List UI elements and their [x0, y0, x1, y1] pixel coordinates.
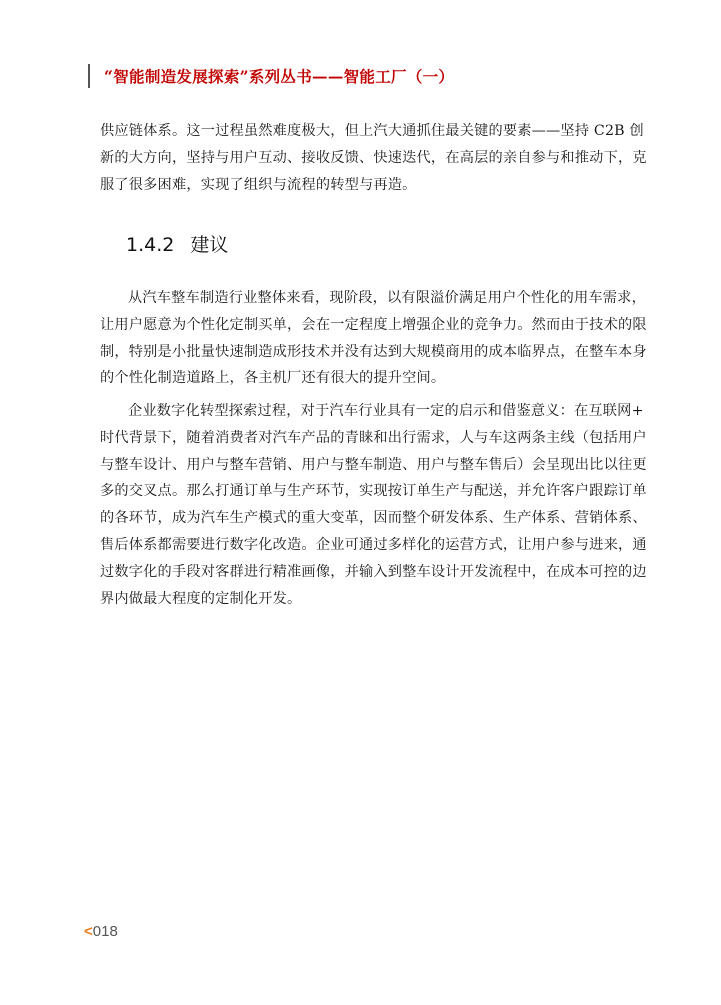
body-paragraph — [100, 285, 647, 392]
header-divider-bar — [88, 64, 90, 88]
body-paragraph — [100, 118, 647, 198]
page-number — [84, 923, 118, 940]
running-header — [88, 63, 454, 89]
text-line: 售后体系都需要进行数字化改造。企业可通过多样化的运营方式，让用户参与进来，通 — [100, 536, 647, 553]
section-heading — [126, 230, 228, 257]
text-line: 从汽车整车制造行业整体来看，现阶段，以有限溢价满足用户个性化的用车需求， — [128, 290, 646, 306]
text-line: 供应链体系。这一过程虽然难度极大，但上汽大通抓住最关键的要素——坚持 C2B 创 — [100, 123, 644, 139]
series-title: “智能制造发展探索”系列丛书——智能工厂（一） — [104, 67, 455, 86]
text-line: 时代背景下，随着消费者对汽车产品的青睐和出行需求，人与车这两条主线（包括用户 — [100, 429, 647, 446]
page-number-value: 018 — [92, 923, 118, 940]
text-line: 让用户愿意为个性化定制买单，会在一定程度上增强企业的竞争力。然而由于技术的限 — [100, 316, 647, 333]
paragraph-1 — [100, 285, 647, 392]
paragraph-continuation — [100, 118, 647, 198]
text-line: 多的交叉点。那么打通订单与生产环节，实现按订单生产与配送，并允许客户跟踪订单 — [100, 483, 647, 500]
text-line: 过数字化的手段对客群进行精准画像，并输入到整车设计开发流程中，在成本可控的边 — [100, 563, 647, 580]
chevron-left-icon: < — [84, 923, 93, 940]
text-line: 界内做最大程度的定制化开发。 — [100, 590, 302, 607]
text-line: 的个性化制造道路上，各主机厂还有很大的提升空间。 — [100, 370, 446, 387]
text-line: 服了很多困难，实现了组织与流程的转型与再造。 — [100, 176, 417, 193]
section-number: 1.4.2 — [126, 234, 175, 256]
text-line: 与整车设计、用户与整车营销、用户与整车制造、用户与整车售后）会呈现出比以往更 — [100, 456, 647, 473]
section-title: 建议 — [190, 234, 229, 256]
body-paragraph — [100, 398, 647, 612]
paragraph-2 — [100, 398, 647, 612]
text-line: 制，特别是小批量快速制造成形技术并没有达到大规模商用的成本临界点，在整车本身 — [100, 343, 647, 360]
text-line: 新的大方向，坚持与用户互动、接收反馈、快速迭代，在高层的亲自参与和推动下，克 — [100, 149, 647, 166]
text-line: 企业数字化转型探索过程，对于汽车行业具有一定的启示和借鉴意义：在互联网+ — [128, 403, 644, 419]
text-line: 的各环节，成为汽车生产模式的重大变革，因而整个研发体系、生产体系、营销体系、 — [100, 510, 647, 527]
